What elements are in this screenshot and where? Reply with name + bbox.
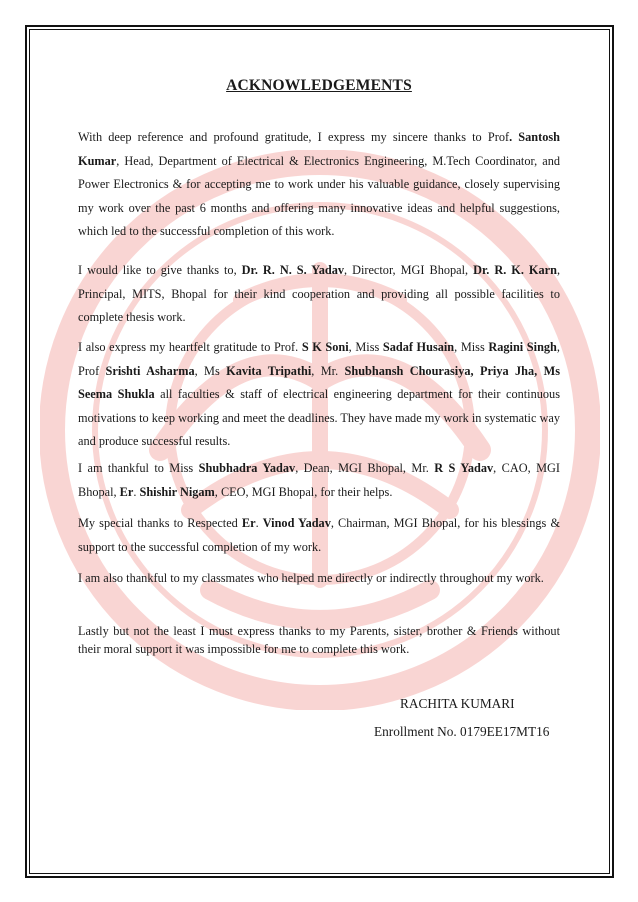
paragraph-3 bbox=[78, 336, 560, 454]
text-run: all faculties & staff of electrical engineering department for their continuous motivations to keep working and meet the deadlines. They have made my work in systematic way and produce successful results. bbox=[78, 387, 560, 448]
text-run: . bbox=[255, 516, 263, 530]
bold-name-run: Er bbox=[119, 484, 134, 499]
bold-name-run: Shishir Nigam bbox=[139, 484, 215, 499]
enrollment-number: Enrollment No. 0179EE17MT16 bbox=[374, 724, 550, 739]
bold-name-run: Dr. R. N. S. Yadav bbox=[241, 263, 345, 277]
bold-name-run: Kavita Tripathi bbox=[226, 363, 312, 378]
text-run: , Mr. bbox=[311, 363, 345, 378]
text-run: , Head, Department of Electrical & Electronics Engineering, M.Tech Coordinator, and Power Electronics & for accepting me to work under his valuable guidance, closely supervising my work over the past 6 months and offering many innovative ideas and helpful suggestions, which led to the successful completion of this work. bbox=[78, 153, 560, 238]
text-run: I also express my heartfelt gratitude to Prof. bbox=[78, 340, 302, 354]
page-title: ACKNOWLEDGEMENTS bbox=[226, 77, 412, 94]
bold-name-run: Vinod Yadav bbox=[262, 516, 331, 530]
text-run: , Ms bbox=[194, 363, 227, 378]
signatory-name: RACHITA KUMARI bbox=[400, 696, 515, 711]
paragraph-2 bbox=[78, 259, 560, 330]
text-run: My special thanks to Respected bbox=[78, 516, 242, 530]
paragraph-6 bbox=[78, 567, 560, 591]
bold-name-run: R S Yadav bbox=[434, 461, 494, 475]
text-run: , Miss bbox=[454, 340, 489, 354]
bold-name-run: Srishti Asharma bbox=[105, 363, 195, 378]
text-run: , Miss bbox=[348, 340, 383, 354]
bold-name-run: Shubhansh Chourasiya, Priya Jha, Ms Seema Shukla bbox=[78, 363, 560, 401]
bold-name-run: Shubhadra Yadav bbox=[198, 461, 296, 475]
paragraph-7 bbox=[78, 622, 560, 658]
text-run: , CEO, MGI Bhopal, for their helps. bbox=[214, 484, 393, 499]
text-run: I am thankful to Miss bbox=[78, 461, 199, 475]
text-run: , CAO, MGI Bhopal, bbox=[78, 461, 560, 499]
text-run: I am also thankful to my classmates who helped me directly or indirectly throughout my work. bbox=[78, 571, 544, 585]
text-run: . bbox=[133, 484, 140, 499]
text-run: , Dean, MGI Bhopal, Mr. bbox=[295, 461, 435, 475]
bold-name-run: Dr. R. K. Karn bbox=[473, 263, 557, 277]
paragraph-1 bbox=[78, 126, 560, 244]
text-run: , Director, MGI Bhopal, bbox=[344, 263, 474, 277]
paragraph-4 bbox=[78, 457, 560, 504]
bold-name-run: S K Soni bbox=[301, 340, 349, 354]
text-run: , Prof bbox=[78, 340, 560, 378]
text-run: , Principal, MITS, Bhopal for their kind cooperation and providing all possible facilities to complete thesis work. bbox=[78, 263, 561, 324]
bold-name-run: Sadaf Husain bbox=[382, 340, 455, 354]
bold-name-run: . Santosh Kumar bbox=[78, 130, 561, 168]
bold-name-run: Ragini Singh bbox=[488, 340, 557, 354]
text-run: , Chairman, MGI Bhopal, for his blessings & support to the successful completion of my work. bbox=[78, 516, 561, 554]
paragraph-5 bbox=[78, 512, 560, 559]
text-run: With deep reference and profound gratitude, I express my sincere thanks to Prof bbox=[78, 130, 510, 144]
text-run: Lastly but not the least I must express thanks to my Parents, sister, brother & Friends without their moral support it was impossible for me to complete this work. bbox=[78, 624, 560, 656]
text-run: I would like to give thanks to, bbox=[78, 263, 242, 277]
bold-name-run: Er bbox=[241, 516, 256, 530]
